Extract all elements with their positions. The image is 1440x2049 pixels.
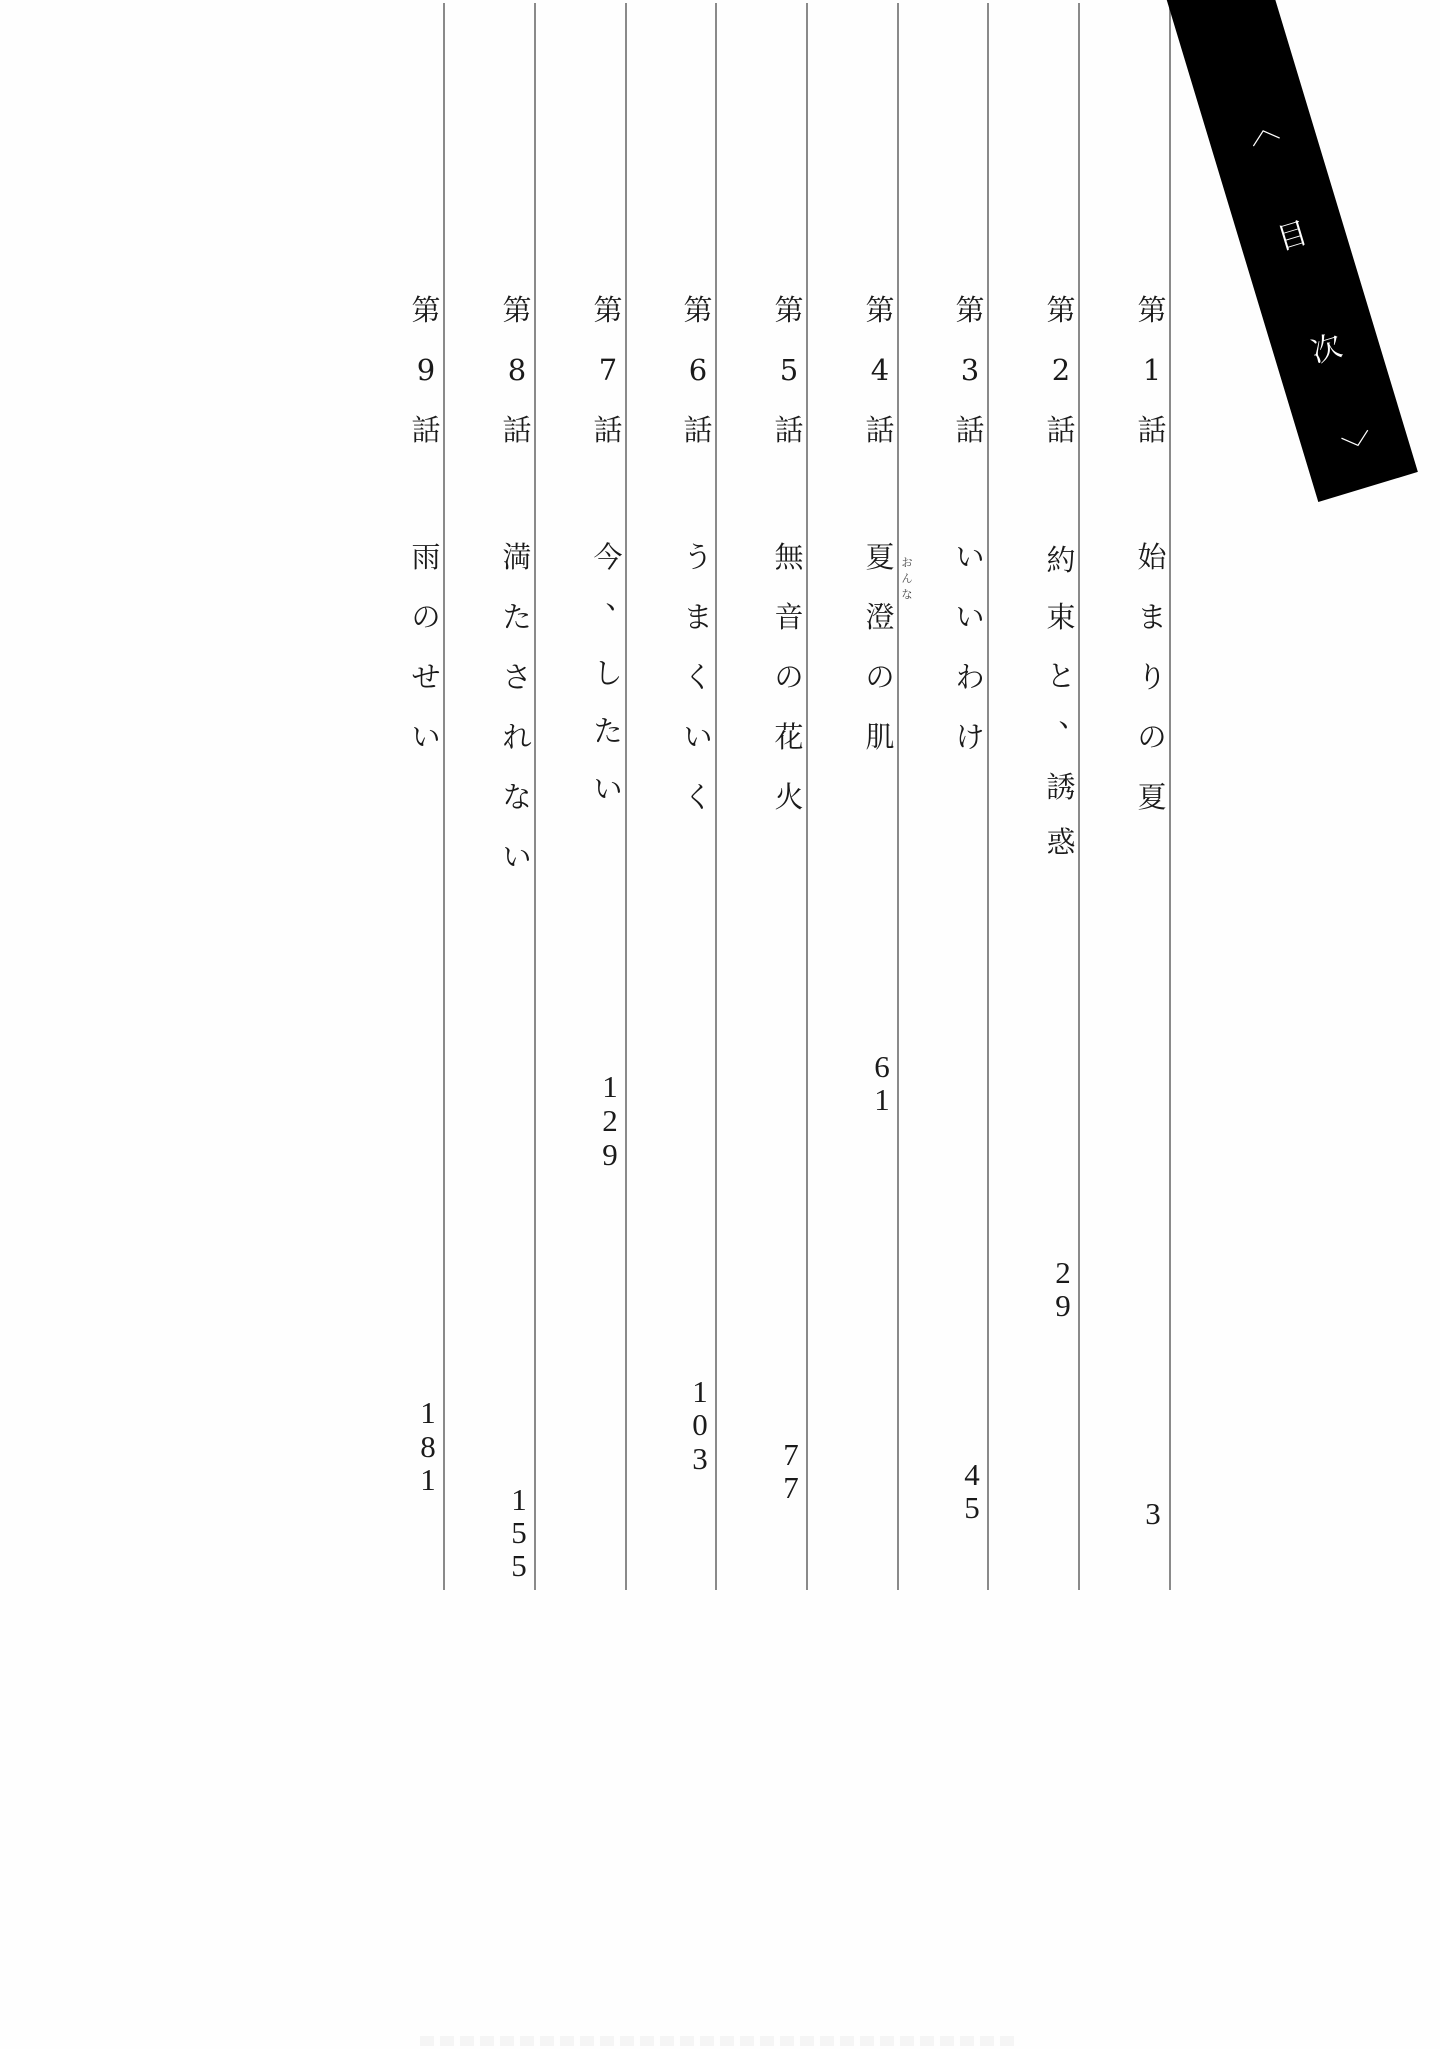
chapter-suffix: 話 [1046,413,1076,447]
page-number-digit: 7 [783,1470,799,1505]
chapter-title-char: 肌 [865,720,895,754]
page-number-digit: 9 [1055,1288,1071,1323]
chapter-title-char: た [593,714,623,748]
chapter-title-char: ま [1137,600,1167,634]
chapter-title-char: 束 [1046,600,1076,634]
chapter-suffix: 話 [1137,413,1167,447]
chapter-title-char: 澄 [865,600,895,634]
chapter-title-char: た [502,600,532,634]
chapter-title-char: 夏 [865,540,895,574]
chapter-title-char: い [955,540,985,574]
column-rule-1 [1169,3,1171,1590]
column-rule-2 [1078,3,1080,1590]
chapter-suffix: 話 [774,413,804,447]
page-number-digit: 9 [602,1137,618,1172]
page-number-digit: 1 [420,1462,436,1497]
chapter-title-char: い [683,720,713,754]
chapter-suffix: 話 [411,413,441,447]
open-bracket: 〈 [1239,110,1282,150]
chapter-title-char: 惑 [1046,825,1076,859]
page-number-digit: 3 [1145,1496,1161,1531]
chapter-title-char: と [1046,659,1076,693]
heading-char: 次 [1307,328,1347,371]
chapter-prefix: 第 [502,293,532,327]
chapter-title-char: け [955,720,985,754]
chapter-title-char: く [683,660,713,694]
toc-heading-banner [1162,0,1418,502]
chapter-title-char: り [1137,660,1167,694]
page-number-digit: 5 [511,1548,527,1583]
chapter-prefix: 第 [593,293,623,327]
column-rule-8 [534,3,536,1590]
chapter-number: 3 [960,353,980,387]
cutoff-footer-text [420,2036,1020,2046]
column-rule-6 [715,3,717,1590]
page-number-digit: 1 [420,1395,436,1430]
column-rule-9 [443,3,445,1590]
chapter-title-char: さ [502,660,532,694]
chapter-number: 4 [870,353,890,387]
chapter-prefix: 第 [411,293,441,327]
page-number-digit: 1 [874,1082,890,1117]
chapter-prefix: 第 [774,293,804,327]
chapter-title-char: の [865,660,895,694]
chapter-title-char: 無 [774,540,804,574]
chapter-title-char: 今 [593,540,623,574]
chapter-prefix: 第 [1137,293,1167,327]
chapter-title-comma: 、 [605,581,635,615]
chapter-title-char: い [411,720,441,754]
page-number-digit: 4 [964,1457,980,1492]
chapter-title-char: く [683,780,713,814]
page-number-digit: 5 [511,1515,527,1550]
chapter-title-char: い [955,600,985,634]
page-number-digit: 1 [602,1069,618,1104]
chapter-title-char: 火 [774,780,804,814]
chapter-number: 7 [598,353,618,387]
page-number-digit: 7 [783,1437,799,1472]
chapter-number: 1 [1142,353,1162,387]
chapter-suffix: 話 [955,413,985,447]
chapter-title-char: 夏 [1137,780,1167,814]
chapter-title-char: 花 [774,720,804,754]
chapter-number: 2 [1051,353,1071,387]
chapter-suffix: 話 [683,413,713,447]
chapter-number: 9 [416,353,436,387]
page-number-digit: 2 [1055,1255,1071,1290]
ruby-char: お [901,556,913,569]
close-bracket: 〉 [1335,428,1378,467]
chapter-title-char: の [774,660,804,694]
chapter-title-char: い [502,840,532,874]
chapter-title-char: う [683,540,713,574]
ruby-char: ん [901,572,913,585]
chapter-number: 6 [688,353,708,387]
page-number-digit: 0 [692,1407,708,1442]
chapter-prefix: 第 [1046,293,1076,327]
chapter-suffix: 話 [593,413,623,447]
chapter-title-char: ま [683,600,713,634]
page-number-digit: 8 [420,1429,436,1464]
chapter-title-char: 約 [1046,543,1076,577]
chapter-title-char: れ [502,720,532,754]
column-rule-4 [897,3,899,1590]
chapter-title-char: し [593,656,623,690]
chapter-title-char: 雨 [411,540,441,574]
column-rule-7 [625,3,627,1590]
page-number-digit: 3 [692,1441,708,1476]
page-number-digit: 6 [874,1049,890,1084]
chapter-title-char: 音 [774,600,804,634]
chapter-title-char: な [502,780,532,814]
chapter-prefix: 第 [865,293,895,327]
ruby-char: な [901,588,913,601]
chapter-prefix: 第 [955,293,985,327]
chapter-title-char: 始 [1137,540,1167,574]
chapter-number: 5 [779,353,799,387]
page-number-digit: 1 [511,1482,527,1517]
chapter-suffix: 話 [502,413,532,447]
page-number-digit: 1 [692,1374,708,1409]
chapter-title-char: い [593,772,623,806]
page-number-digit: 2 [602,1103,618,1138]
chapter-title-comma: 、 [1058,699,1088,733]
page-number-digit: 5 [964,1490,980,1525]
heading-char: 目 [1273,215,1312,258]
chapter-title-char: せ [411,660,441,694]
column-rule-5 [806,3,808,1590]
chapter-number: 8 [507,353,527,387]
chapter-title-char: 誘 [1046,770,1076,804]
chapter-suffix: 話 [865,413,895,447]
chapter-title-char: わ [955,660,985,694]
chapter-prefix: 第 [683,293,713,327]
chapter-title-char: 満 [502,540,532,574]
chapter-title-char: の [1137,720,1167,754]
chapter-title-char: の [411,600,441,634]
column-rule-3 [987,3,989,1590]
